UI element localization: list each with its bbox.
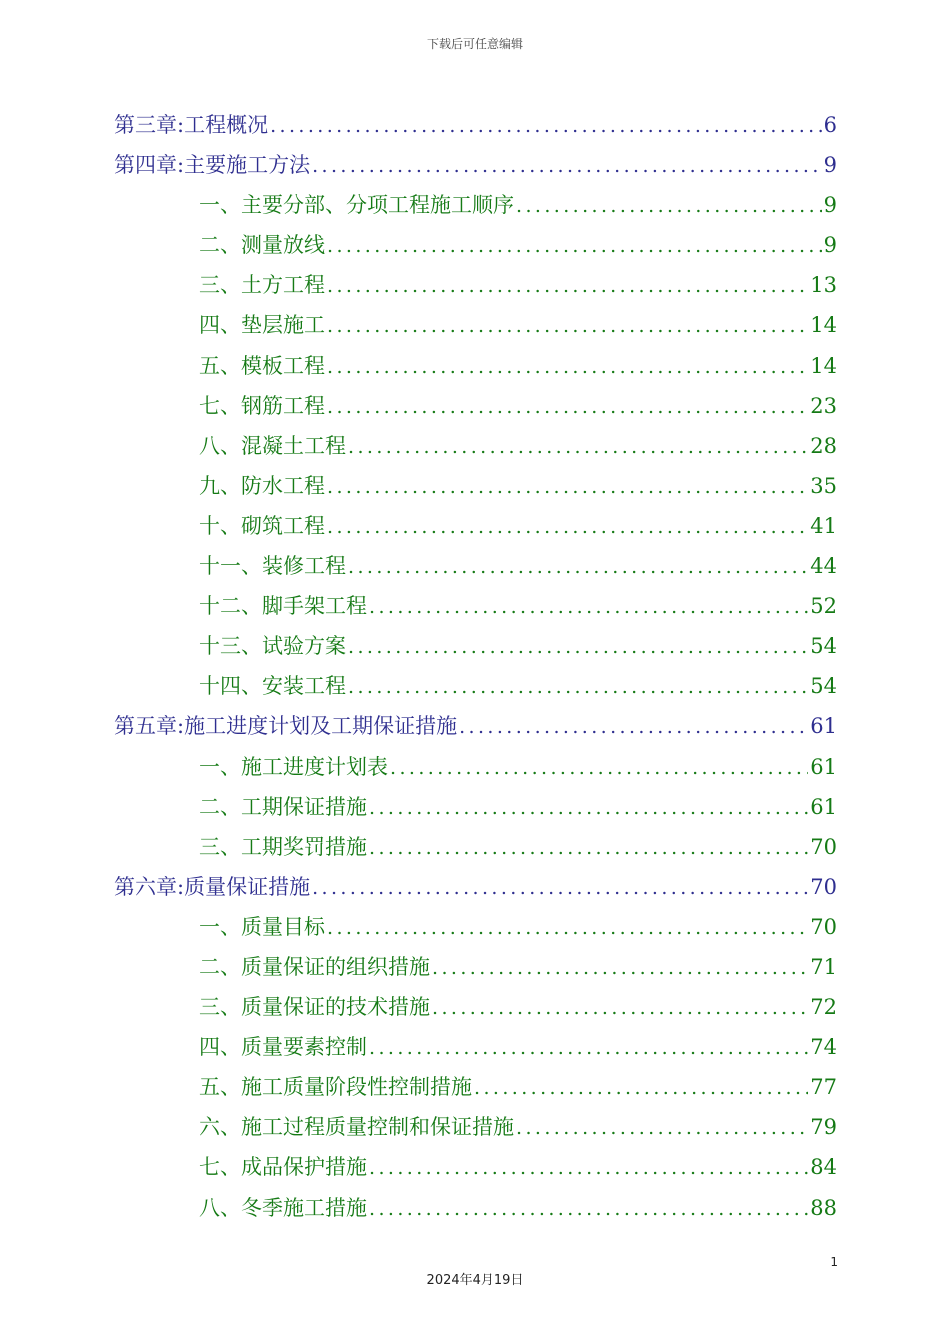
toc-entry-title: 六、施工过程质量控制和保证措施 (199, 1115, 514, 1140)
toc-section-entry[interactable] (114, 666, 837, 706)
toc-section-entry[interactable] (114, 466, 837, 506)
toc-entry-title: 第六章:质量保证措施 (114, 874, 311, 899)
toc-section-entry[interactable] (114, 586, 837, 626)
toc-dot-leader (367, 1148, 808, 1187)
toc-chapter-entry[interactable] (114, 105, 837, 145)
toc-dot-leader (472, 1068, 808, 1107)
toc-section-entry[interactable] (114, 1188, 837, 1228)
toc-dot-leader (310, 146, 822, 185)
toc-entry-title: 七、成品保护措施 (199, 1155, 367, 1180)
toc-section-entry[interactable] (114, 987, 837, 1027)
toc-entry-title: 第三章:工程概况 (114, 113, 269, 137)
toc-entry-title: 第四章:主要施工方法 (114, 153, 311, 178)
toc-entry-title: 三、土方工程 (199, 273, 325, 298)
toc-entry-title: 八、冬季施工措施 (199, 1195, 367, 1220)
toc-entry-page: 23 (810, 393, 837, 418)
toc-entry-title: 八、混凝土工程 (199, 433, 346, 458)
toc-entry-title: 第五章:施工进度计划及工期保证措施 (114, 714, 458, 739)
toc-entry-page: 70 (810, 834, 837, 859)
toc-entry-title: 三、质量保证的技术措施 (199, 995, 430, 1020)
toc-section-entry[interactable] (114, 787, 837, 827)
toc-entry-title: 十三、试验方案 (199, 634, 346, 659)
toc-dot-leader (325, 387, 808, 426)
page-footer-date: 2024年4月19日 (426, 1273, 524, 1288)
toc-entry-title: 十四、安装工程 (199, 674, 346, 699)
toc-entry-title: 一、施工进度计划表 (199, 754, 388, 779)
toc-entry-title: 二、测量放线 (199, 233, 325, 258)
table-of-contents (114, 105, 837, 1228)
toc-entry-title: 三、工期奖罚措施 (199, 834, 367, 859)
toc-entry-page: 14 (810, 353, 837, 378)
toc-dot-leader (346, 627, 808, 666)
toc-section-entry[interactable] (114, 1067, 837, 1107)
toc-entry-title: 七、钢筋工程 (199, 393, 325, 418)
toc-section-entry[interactable] (114, 305, 837, 345)
toc-dot-leader (346, 667, 808, 706)
toc-dot-leader (367, 1189, 808, 1228)
toc-chapter-entry[interactable] (114, 867, 837, 907)
toc-section-entry[interactable] (114, 386, 837, 426)
toc-entry-page: 74 (810, 1035, 837, 1060)
toc-entry-page: 84 (810, 1155, 837, 1180)
toc-entry-page: 61 (810, 794, 837, 819)
toc-entry-page: 44 (810, 554, 837, 579)
toc-entry-page: 28 (810, 433, 837, 458)
toc-dot-leader (310, 868, 808, 907)
toc-entry-title: 四、质量要素控制 (199, 1035, 367, 1060)
toc-entry-title: 二、工期保证措施 (199, 794, 367, 819)
toc-entry-page: 13 (810, 273, 837, 298)
toc-section-entry[interactable] (114, 185, 837, 225)
toc-section-entry[interactable] (114, 1147, 837, 1187)
toc-section-entry[interactable] (114, 346, 837, 386)
toc-entry-page: 70 (810, 914, 837, 939)
toc-entry-page: 6 (823, 113, 837, 137)
toc-entry-page: 35 (810, 473, 837, 498)
toc-dot-leader (268, 106, 822, 145)
toc-dot-leader (430, 948, 808, 987)
toc-entry-title: 十、砌筑工程 (199, 513, 325, 538)
toc-entry-page: 9 (823, 233, 837, 258)
toc-dot-leader (325, 467, 808, 506)
toc-dot-leader (388, 748, 808, 787)
toc-entry-page: 77 (810, 1075, 837, 1100)
toc-section-entry[interactable] (114, 1027, 837, 1067)
toc-entry-page: 61 (810, 714, 837, 739)
toc-dot-leader (514, 186, 822, 225)
toc-chapter-entry[interactable] (114, 706, 837, 746)
toc-dot-leader (325, 507, 808, 546)
toc-section-entry[interactable] (114, 1107, 837, 1147)
toc-entry-page: 71 (810, 954, 837, 979)
toc-entry-page: 72 (810, 995, 837, 1020)
toc-entry-page: 88 (810, 1195, 837, 1220)
toc-dot-leader (367, 587, 808, 626)
toc-dot-leader (325, 306, 808, 345)
toc-entry-page: 52 (810, 594, 837, 619)
toc-entry-page: 41 (810, 513, 837, 538)
toc-section-entry[interactable] (114, 546, 837, 586)
page-number: 1 (830, 1255, 838, 1269)
toc-section-entry[interactable] (114, 947, 837, 987)
toc-entry-page: 54 (810, 674, 837, 699)
toc-section-entry[interactable] (114, 747, 837, 787)
toc-entry-page: 9 (823, 153, 837, 178)
toc-entry-title: 一、质量目标 (199, 914, 325, 939)
toc-dot-leader (367, 788, 808, 827)
toc-entry-title: 一、主要分部、分项工程施工顺序 (199, 193, 514, 218)
toc-dot-leader (430, 988, 808, 1027)
toc-entry-title: 四、垫层施工 (199, 313, 325, 338)
toc-entry-title: 二、质量保证的组织措施 (199, 954, 430, 979)
toc-section-entry[interactable] (114, 225, 837, 265)
page-header: 下载后可任意编辑 (426, 37, 523, 51)
toc-dot-leader (367, 1028, 808, 1067)
toc-entry-page: 61 (810, 754, 837, 779)
toc-entry-page: 54 (810, 634, 837, 659)
toc-dot-leader (367, 828, 808, 867)
toc-entry-page: 79 (810, 1115, 837, 1140)
toc-entry-page: 9 (823, 193, 837, 218)
toc-entry-title: 五、施工质量阶段性控制措施 (199, 1075, 472, 1100)
toc-dot-leader (325, 226, 822, 265)
toc-section-entry[interactable] (114, 626, 837, 666)
toc-dot-leader (457, 707, 808, 746)
toc-entry-title: 十一、装修工程 (199, 554, 346, 579)
toc-dot-leader (514, 1108, 808, 1147)
toc-entry-title: 十二、脚手架工程 (199, 594, 367, 619)
toc-dot-leader (346, 427, 808, 466)
toc-section-entry[interactable] (114, 426, 837, 466)
toc-entry-title: 五、模板工程 (199, 353, 325, 378)
toc-section-entry[interactable] (114, 827, 837, 867)
toc-dot-leader (346, 547, 808, 586)
toc-chapter-entry[interactable] (114, 145, 837, 185)
toc-section-entry[interactable] (114, 907, 837, 947)
toc-dot-leader (325, 266, 808, 305)
toc-dot-leader (325, 347, 808, 386)
toc-dot-leader (325, 908, 808, 947)
toc-section-entry[interactable] (114, 265, 837, 305)
toc-entry-page: 70 (810, 874, 837, 899)
toc-entry-page: 14 (810, 313, 837, 338)
toc-entry-title: 九、防水工程 (199, 473, 325, 498)
toc-section-entry[interactable] (114, 506, 837, 546)
